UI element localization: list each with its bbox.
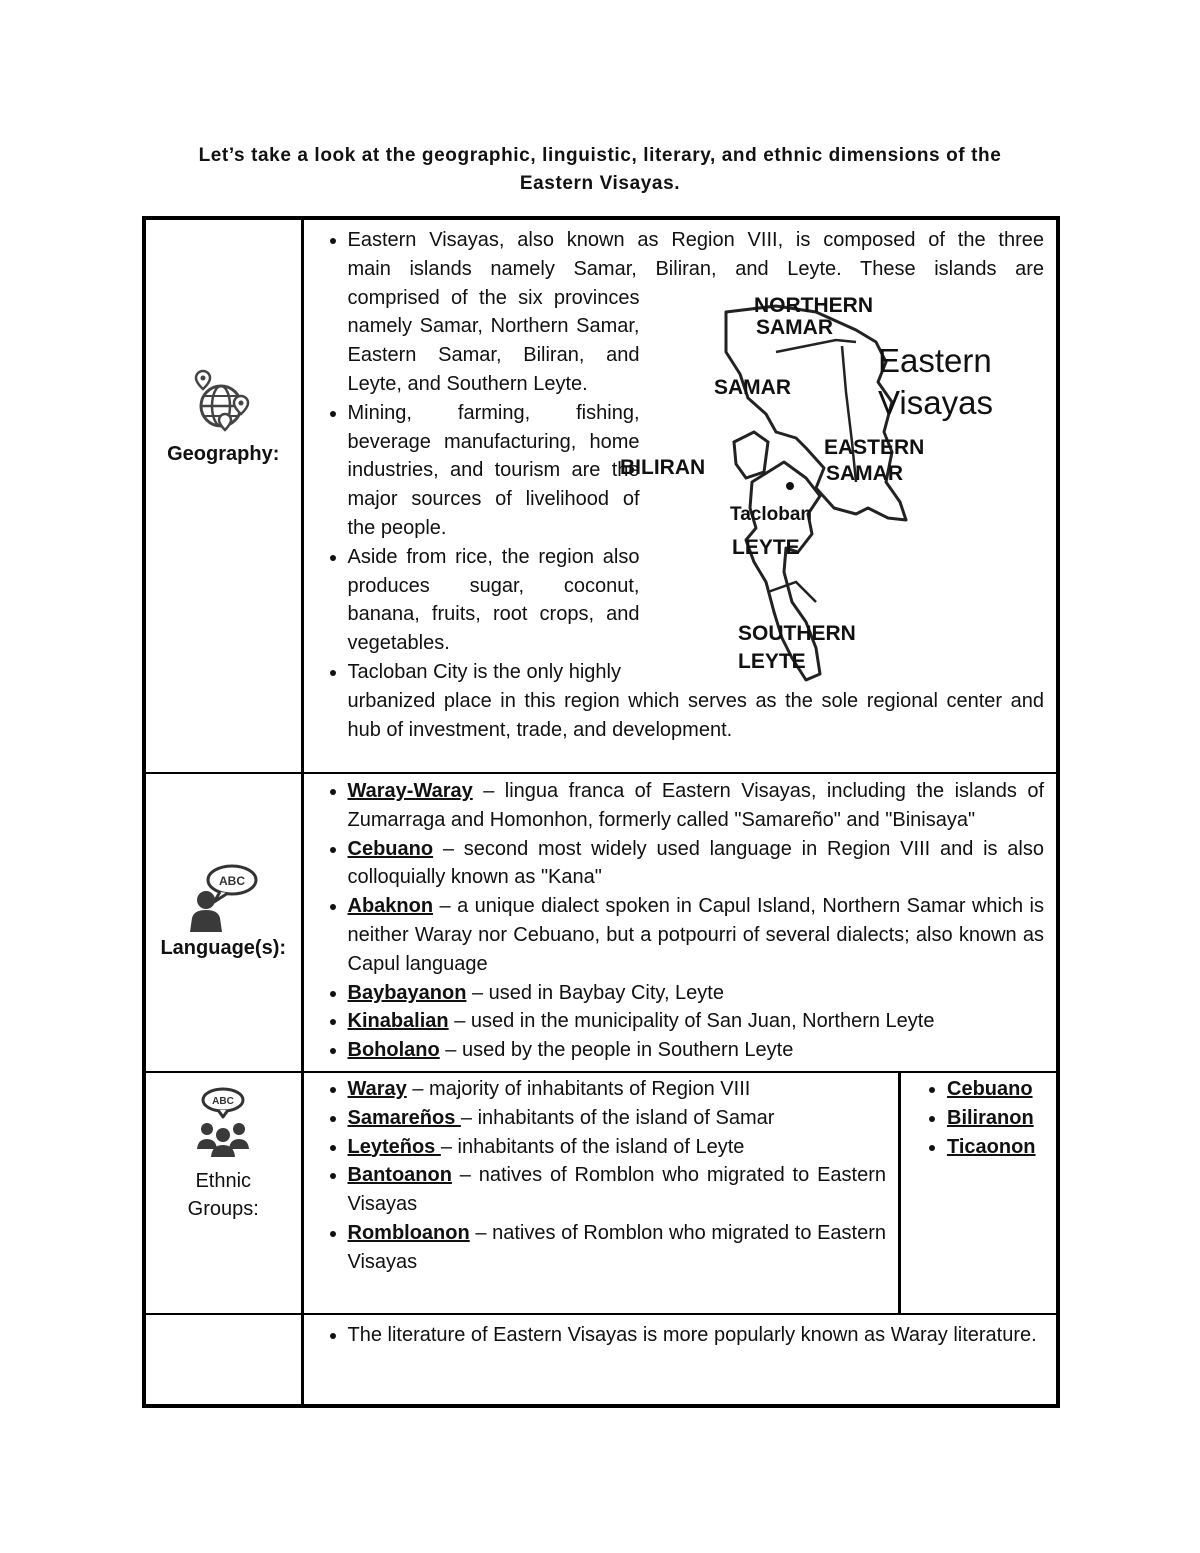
language-item: • Kinabalian – used in the municipality of San Juan, Northern Leyte [348, 1007, 1045, 1036]
geography-bullet-3: • Aside from rice, the region also produces sugar, coconut, banana, fruits, root crops, and vegetables. [348, 543, 1045, 658]
map-label-leyte: LEYTE [731, 536, 800, 559]
language-row [144, 773, 1058, 1072]
map-label-southern-leyte-2: LEYTE [737, 650, 806, 673]
biliran-island-shape [734, 432, 768, 478]
language-list [312, 777, 1045, 1065]
language-content-cell [302, 773, 1058, 1072]
literature-row [144, 1314, 1058, 1406]
globe-pins-icon [191, 368, 255, 434]
ethnic-row [144, 1072, 1058, 1314]
map-label-biliran: BILIRAN [619, 456, 705, 479]
ethnic-label-cell [144, 1072, 302, 1314]
ethnic-item: • Rombloanon – natives of Romblon who migrated to Eastern Visayas [348, 1219, 887, 1277]
map-label-tacloban: Tacloban [729, 504, 812, 525]
title-line-2: Eastern Visayas. [519, 173, 681, 194]
ethnic-label-line-2: Groups: [187, 1197, 259, 1220]
ethnic-item: • Waray – majority of inhabitants of Region VIII [348, 1075, 887, 1104]
map-label-samar: SAMAR [713, 376, 791, 399]
language-item: • Abaknon – a unique dialect spoken in Capul Island, Northern Samar which is neither Waray nor Cebuano, but a potpourri of several dialects; also known as Capul language [348, 892, 1045, 978]
geography-label: Geography: [167, 443, 280, 465]
dimensions-table [142, 216, 1060, 1408]
tacloban-marker [786, 482, 794, 490]
literature-label-cell [144, 1314, 302, 1406]
map-label-eastern-samar-1: EASTERN [823, 436, 924, 459]
map-label-eastern-samar-2: SAMAR [825, 462, 903, 485]
ethnic-list [312, 1075, 887, 1277]
map-title-line-1: Eastern [877, 342, 992, 379]
ethnic-label-line-1: Ethnic [195, 1169, 252, 1192]
map-label-northern-samar-1: NORTHERN [753, 294, 873, 317]
geography-label-cell [144, 218, 302, 773]
ethnic-icon-text: ABC [212, 1095, 235, 1107]
ethnic-item: • Samareños – inhabitants of the island of Samar [348, 1104, 887, 1133]
geography-row [144, 218, 1058, 773]
language-item: • Cebuano – second most widely used language in Region VIII and is also colloquially known as "Kana" [348, 835, 1045, 893]
literature-bullet: • The literature of Eastern Visayas is more popularly known as Waray literature. [348, 1321, 1045, 1350]
geography-content-cell [302, 218, 1058, 773]
geography-bullet-1: • Eastern Visayas, also known as Region VIII, is composed of the three main islands namely Samar, Biliran, and Leyte. These islands are comprised of the six provinces namely Samar, Northern Samar, Eastern Samar, Biliran, and Leyte, and Southern Leyte. [348, 226, 1045, 399]
ethnic-item: • Leyteños – inhabitants of the island of Leyte [348, 1133, 887, 1162]
language-label: Language(s): [160, 937, 287, 959]
literature-content-cell [302, 1314, 1058, 1406]
ethnic-side-list [909, 1075, 1044, 1161]
language-item: • Waray-Waray – lingua franca of Eastern Visayas, including the islands of Zumarraga and Homonhon, formerly called "Samareño" and "Binisaya" [348, 777, 1045, 835]
ethnic-inner-table [304, 1073, 1057, 1313]
speech-bubble-person-icon [186, 862, 260, 932]
eastern-visayas-map [619, 282, 1056, 692]
ethnic-side-item: • Ticaonon [947, 1133, 1044, 1162]
geography-bullet-4-continuation: urbanized place in this region which serves as the sole regional center and hub of investment, trade, and development. [347, 689, 1044, 741]
leyte-island-shape [746, 462, 820, 680]
group-speech-bubble-icon [194, 1087, 252, 1159]
geography-bullet-4: • Tacloban City is the only highly [348, 658, 1045, 687]
map-label-southern-leyte-1: SOUTHERN [737, 622, 856, 645]
ethnic-item: • Bantoanon – natives of Romblon who migrated to Eastern Visayas [348, 1161, 887, 1219]
language-item: • Baybayanon – used in Baybay City, Leyte [348, 979, 1045, 1008]
ethnic-side-item: • Biliranon [947, 1104, 1044, 1133]
title-line-1: Let’s take a look at the geographic, linguistic, literary, and ethnic dimensions of the [198, 145, 1002, 166]
language-icon-text: ABC [219, 874, 246, 888]
geography-bullet-2: • Mining, farming, fishing, beverage manufacturing, home industries, and tourism are the major sources of livelihood of the people. [348, 399, 1045, 543]
ethnic-side-item: • Cebuano [947, 1075, 1044, 1104]
map-label-northern-samar-2: SAMAR [755, 316, 833, 339]
language-label-cell [144, 773, 302, 1072]
language-item: • Boholano – used by the people in Southern Leyte [348, 1036, 1045, 1065]
ethnic-content-cell [302, 1072, 1058, 1314]
map-title-line-2: Visayas [877, 384, 993, 421]
page-title [140, 142, 1060, 198]
